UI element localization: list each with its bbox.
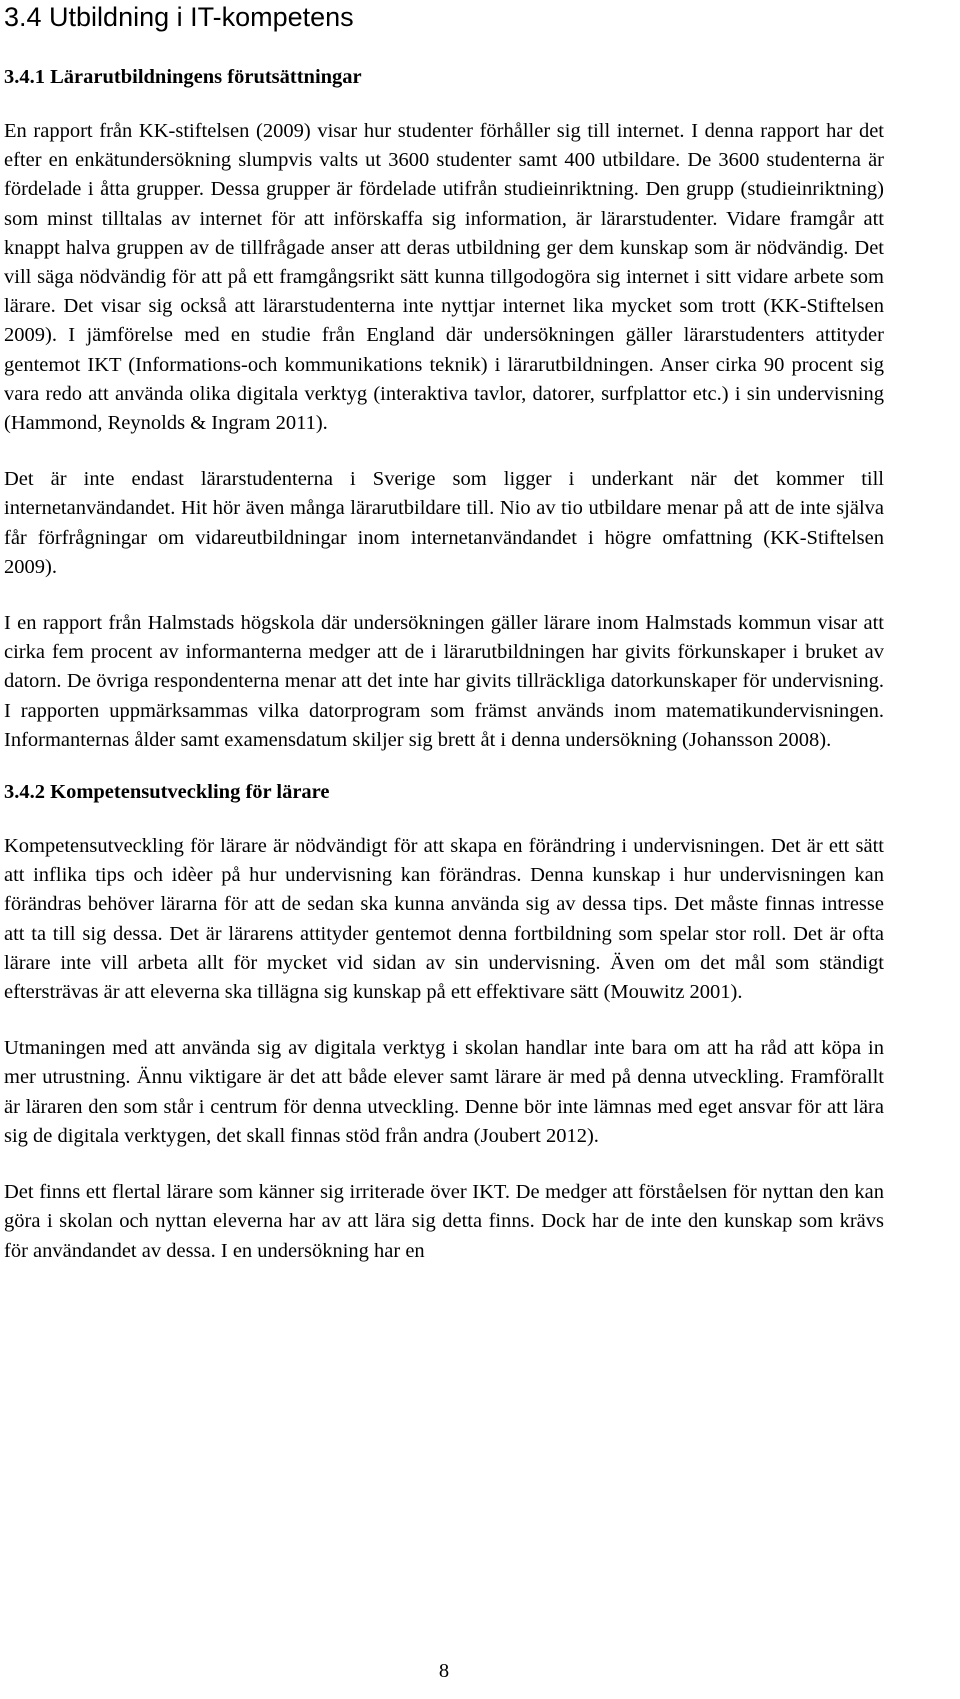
chapter-heading: 3.4 Utbildning i IT-kompetens [4, 2, 354, 32]
paragraph: Utmaningen med att använda sig av digitala verktyg i skolan handlar inte bara om att ha råd att köpa in mer utrustning. Ännu viktigare är det att både elever samt lärare är med på denna utveckling. Framförallt är läraren den som står i centrum för denna utveckling. Denne bör inte lämnas med eget ansvar för att lära sig de digitala verktygen, det skall finnas stöd från andra (Joubert 2012). [4, 1037, 884, 1147]
paragraph: En rapport från KK-stiftelsen (2009) visar hur studenter förhåller sig till internet. I denna rapport har det efter en enkätundersökning slumpvis valts ut 3600 studenter samt 400 utbildare. De 3600 studenterna är fördelade i åtta grupper. Dessa grupper är fördelade utifrån studieinriktning. Den grupp (studieinriktning) som minst tilltalas av internet för att införskaffa sig information, är lärarstudenter. Vidare framgår att knappt halva gruppen av de tillfrågade anser att deras utbildning ger dem kunskap som är nödvändig. Det vill säga nödvändig för att på ett framgångsrikt sätt kunna tillgodogöra sig internet i sitt vidare arbete som lärare. Det visar sig också att lärarstudenterna inte nyttjar internet lika mycket som trott (KK-Stiftelsen 2009). I jämförelse med en studie från England där undersökningen gäller lärarstudenters attityder gentemot IKT (Informations-och kommunikations teknik) i lärarutbildningen. Anser cirka 90 procent sig vara redo att använda olika digitala verktyg (interaktiva tavlor, datorer, surfplattor etc.) i sin undervisning (Hammond, Reynolds & Ingram 2011). [4, 120, 884, 435]
document-page [4, 0, 884, 1266]
paragraph: Kompetensutveckling för lärare är nödvändigt för att skapa en förändring i undervisningen. Det är ett sätt att inflika tips och idèer på hur undervisning kan förändras. Denna kunskap i hur undervisningen kan förändras behöver lärarna för att de sedan ska kunna använda sig av dessa tips. Det måste finnas intresse att ta till sig dessa. Det är lärarens attityder gentemot denna fortbildning som spelar stor roll. Det är ofta lärare inte vill arbeta allt för mycket vid sidan av sin undervisning. Även om det mål som ständigt eftersträvas är att eleverna ska tillägna sig kunskap på ett effektivare sätt (Mouwitz 2001). [4, 835, 884, 1004]
paragraph: I en rapport från Halmstads högskola där undersökningen gäller lärare inom Halmstads kommun visar att cirka fem procent av informanterna medger att de i lärarutbildningen har givits förkunskaper i bruket av datorn. De övriga respondenterna menar att det inte har givits tillräckliga datorkunskaper för undervisning. I rapporten uppmärksammas vilka datorprogram som främst används inom matematikundervisningen. Informanternas ålder samt examensdatum skiljer sig brett åt i denna undersökning (Johansson 2008). [4, 612, 884, 751]
page-number: 8 [438, 1660, 450, 1682]
section-heading-3-4-1: 3.4.1 Lärarutbildningens förutsättningar [4, 66, 362, 88]
section-heading-3-4-2: 3.4.2 Kompetensutveckling för lärare [4, 781, 330, 804]
paragraph: Det är inte endast lärarstudenterna i Sverige som ligger i underkant när det kommer till internetanvändandet. Hit hör även många lärarutbildare till. Nio av tio utbildare menar på att de inte själva får förfrågningar om vidareutbildningar inom internetanvändandet i högre omfattning (KK-Stiftelsen 2009). [4, 468, 884, 578]
paragraph: Det finns ett flertal lärare som känner sig irriterade över IKT. De medger att förståelsen för nyttan den kan göra i skolan och nyttan eleverna har av att lära sig detta finns. Dock har de inte den kunskap som krävs för användandet av dessa. I en undersökning har en [4, 1181, 884, 1262]
